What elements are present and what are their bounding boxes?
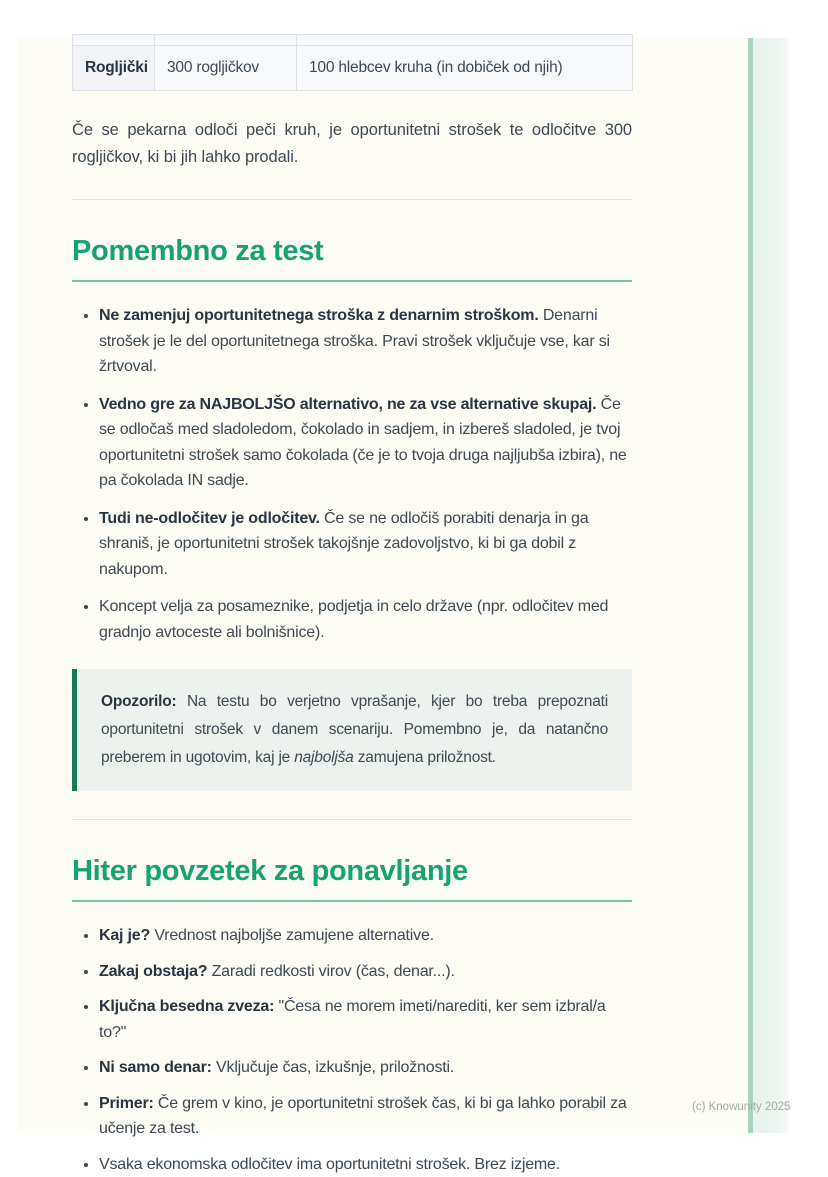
warning-callout-text	[101, 688, 608, 772]
next-page-edge	[753, 38, 789, 1133]
section1-title: Pomembno za test	[72, 234, 632, 282]
list-item-text: Vključuje čas, izkušnje, priložnosti.	[216, 1059, 454, 1076]
list-item-lead: Primer:	[99, 1095, 154, 1112]
section-divider	[72, 819, 632, 820]
list-item	[99, 506, 632, 583]
list-item	[99, 392, 632, 494]
list-item-text: Zaradi redkosti virov (čas, denar...).	[212, 963, 455, 980]
list-item-text: Če se odločaš med sladoledom, čokolado in sadjem, in izbereš sladoled, je tvoj oportunitetni strošek samo čokolada (če je to tvoja druga najljubša izbira), ne pa čokolada IN sadje.	[99, 396, 627, 490]
table	[72, 34, 633, 91]
document-page-card	[18, 38, 748, 1133]
list-item	[99, 1091, 632, 1142]
page-content	[72, 34, 632, 1177]
list-item-text: Vrednost najboljše zamujene alternative.	[154, 927, 434, 944]
list-item	[99, 1152, 632, 1177]
callout-text-before: Na testu bo verjetno vprašanje, kjer bo treba prepoznati oportunitetni strošek v danem scenariju. Pomembno je, da natančno preberem in ugotovim, kaj je	[101, 693, 608, 766]
list-item	[99, 594, 632, 645]
list-item-lead: Kaj je?	[99, 927, 150, 944]
table-cell-opportunity-cost: 100 hlebcev kruha (in dobiček od njih)	[297, 46, 633, 91]
list-item	[99, 994, 632, 1045]
warning-callout	[72, 669, 632, 791]
section-divider	[72, 199, 632, 200]
list-item	[99, 959, 632, 985]
list-item-lead: Tudi ne-odločitev je odločitev.	[99, 510, 320, 527]
list-item-lead: Ključna besedna zveza:	[99, 998, 274, 1015]
callout-italic: najboljša	[294, 749, 353, 766]
list-item-text: Denarni strošek je le del oportunitetnega stroška. Pravi strošek vključuje vse, kar si žrtvoval.	[99, 307, 610, 375]
callout-text-after: zamujena priložnost.	[358, 749, 496, 766]
table-row-clipped	[73, 35, 633, 46]
list-item-lead: Ni samo denar:	[99, 1059, 212, 1076]
list-item-lead: Zakaj obstaja?	[99, 963, 207, 980]
section2-title: Hiter povzetek za ponavljanje	[72, 854, 632, 902]
opportunity-cost-table	[72, 34, 632, 91]
list-item	[99, 303, 632, 380]
list-item	[99, 1055, 632, 1081]
table-cell-quantity: 300 rogljičkov	[155, 46, 297, 91]
list-item-text: Če grem v kino, je oportunitetni strošek čas, ki bi ga lahko porabil za učenje za test.	[99, 1095, 627, 1138]
list-item	[99, 923, 632, 949]
list-item-text: Koncept velja za posameznike, podjetja in celo države (npr. odločitev med gradnjo avtoceste ali bolnišnice).	[99, 598, 608, 641]
summary-list	[72, 923, 632, 1177]
list-item-text: Če se ne odločiš porabiti denarja in ga shraniš, je oportunitetni strošek takojšnje zadovoljstvo, ki bi ga dobil z nakupom.	[99, 510, 588, 578]
list-item-text: Vsaka ekonomska odločitev ima oportunitetni strošek. Brez izjeme.	[99, 1156, 560, 1173]
important-list	[72, 303, 632, 645]
list-item-lead: Ne zamenjuj oportunitetnega stroška z denarnim stroškom.	[99, 307, 539, 324]
intro-paragraph: Če se pekarna odloči peči kruh, je oportunitetni strošek te odločitve 300 rogljičkov, ki bi jih lahko prodali.	[72, 117, 632, 171]
list-item-text: "Česa ne morem imeti/narediti, ker sem izbral/a to?"	[99, 998, 606, 1041]
callout-lead: Opozorilo:	[101, 693, 177, 710]
table-cell-label: Rogljički	[73, 46, 155, 91]
table-row	[73, 46, 633, 91]
list-item-lead: Vedno gre za NAJBOLJŠO alternativo, ne za vse alternative skupaj.	[99, 396, 596, 413]
copyright-watermark: (c) Knowunity 2025	[692, 1101, 790, 1113]
